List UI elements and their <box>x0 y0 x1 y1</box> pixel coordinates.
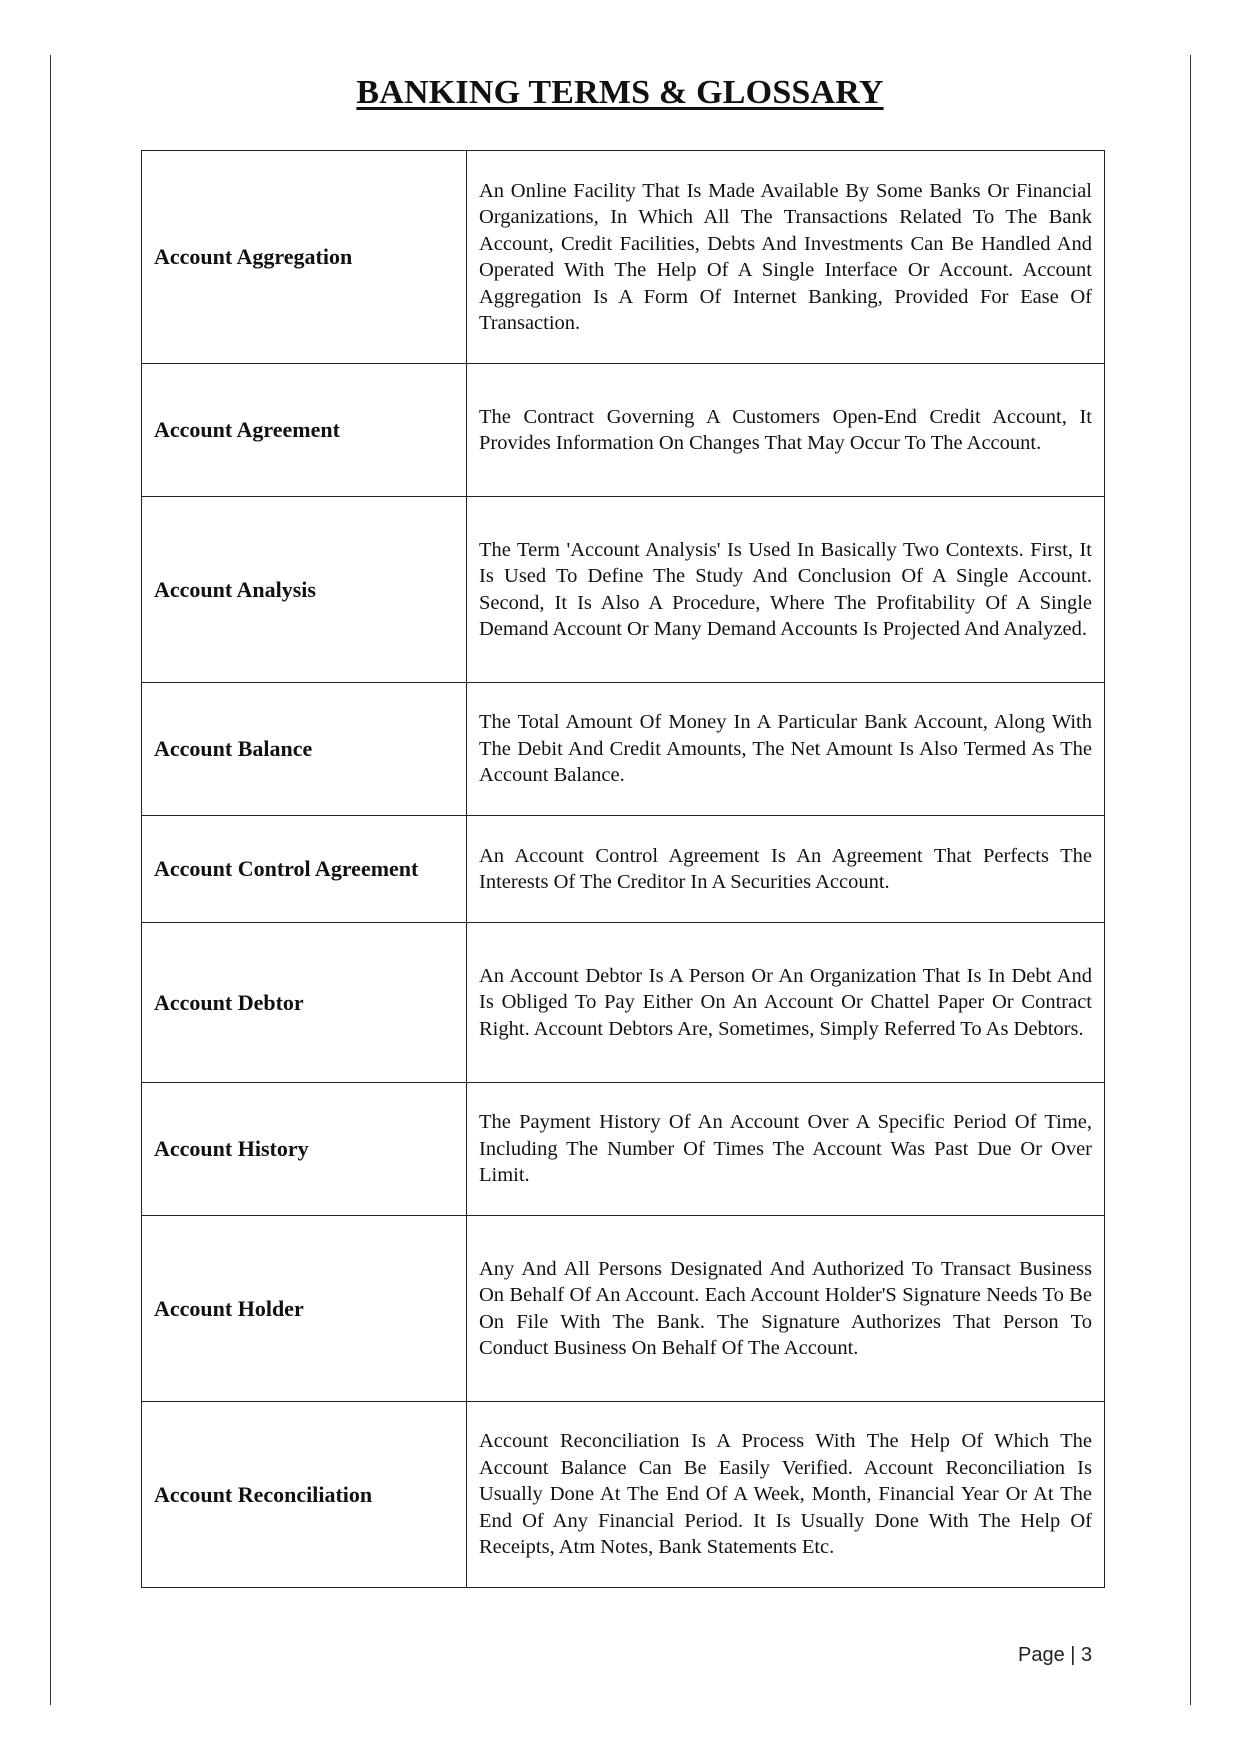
glossary-term: Account Debtor <box>142 923 467 1083</box>
glossary-term: Account Balance <box>142 683 467 816</box>
left-margin-rule <box>50 55 51 1705</box>
glossary-term: Account History <box>142 1083 467 1216</box>
glossary-row <box>142 683 1105 816</box>
glossary-term: Account Aggregation <box>142 151 467 364</box>
glossary-definition: The Total Amount Of Money In A Particular Bank Account, Along With The Debit And Credit Amounts, The Net Amount Is Also Termed As The Account Balance. <box>467 683 1105 816</box>
glossary-definition: Any And All Persons Designated And Authorized To Transact Business On Behalf Of An Account. Each Account Holder'S Signature Needs To Be On File With The Bank. The Signature Authorizes That Person To Conduct Business On Behalf Of The Account. <box>467 1216 1105 1402</box>
glossary-definition: The Payment History Of An Account Over A Specific Period Of Time, Including The Number Of Times The Account Was Past Due Or Over Limit. <box>467 1083 1105 1216</box>
glossary-row <box>142 1216 1105 1402</box>
glossary-row <box>142 923 1105 1083</box>
glossary-term: Account Agreement <box>142 364 467 497</box>
glossary-definition: The Term 'Account Analysis' Is Used In Basically Two Contexts. First, It Is Used To Define The Study And Conclusion Of A Single Account. Second, It Is Also A Procedure, Where The Profitability Of A Single Demand Account Or Many Demand Accounts Is Projected And Analyzed. <box>467 497 1105 683</box>
glossary-term: Account Reconciliation <box>142 1402 467 1588</box>
glossary-definition: Account Reconciliation Is A Process With The Help Of Which The Account Balance Can Be Easily Verified. Account Reconciliation Is Usually Done At The End Of A Week, Month, Financial Year Or At The End Of Any Financial Period. It Is Usually Done With The Help Of Receipts, Atm Notes, Bank Statements Etc. <box>467 1402 1105 1588</box>
glossary-definition: An Online Facility That Is Made Available By Some Banks Or Financial Organizations, In Which All The Transactions Related To The Bank Account, Credit Facilities, Debts And Investments Can Be Handled And Operated With The Help Of A Single Interface Or Account. Account Aggregation Is A Form Of Internet Banking, Provided For Ease Of Transaction. <box>467 151 1105 364</box>
glossary-row <box>142 364 1105 497</box>
glossary-term: Account Control Agreement <box>142 816 467 923</box>
glossary-definition: An Account Control Agreement Is An Agreement That Perfects The Interests Of The Creditor In A Securities Account. <box>467 816 1105 923</box>
glossary-term: Account Holder <box>142 1216 467 1402</box>
glossary-row <box>142 151 1105 364</box>
glossary-row <box>142 1083 1105 1216</box>
glossary-definition: The Contract Governing A Customers Open-End Credit Account, It Provides Information On Changes That May Occur To The Account. <box>467 364 1105 497</box>
glossary-row <box>142 1402 1105 1588</box>
page-title: BANKING TERMS & GLOSSARY <box>356 74 884 111</box>
glossary-definition: An Account Debtor Is A Person Or An Organization That Is In Debt And Is Obliged To Pay Either On An Account Or Chattel Paper Or Contract Right. Account Debtors Are, Sometimes, Simply Referred To As Debtors. <box>467 923 1105 1083</box>
glossary-row <box>142 816 1105 923</box>
glossary-table <box>141 150 1105 1588</box>
glossary-term: Account Analysis <box>142 497 467 683</box>
page-number: Page | 3 <box>1018 1644 1093 1666</box>
glossary-row <box>142 497 1105 683</box>
right-margin-rule <box>1190 55 1191 1705</box>
